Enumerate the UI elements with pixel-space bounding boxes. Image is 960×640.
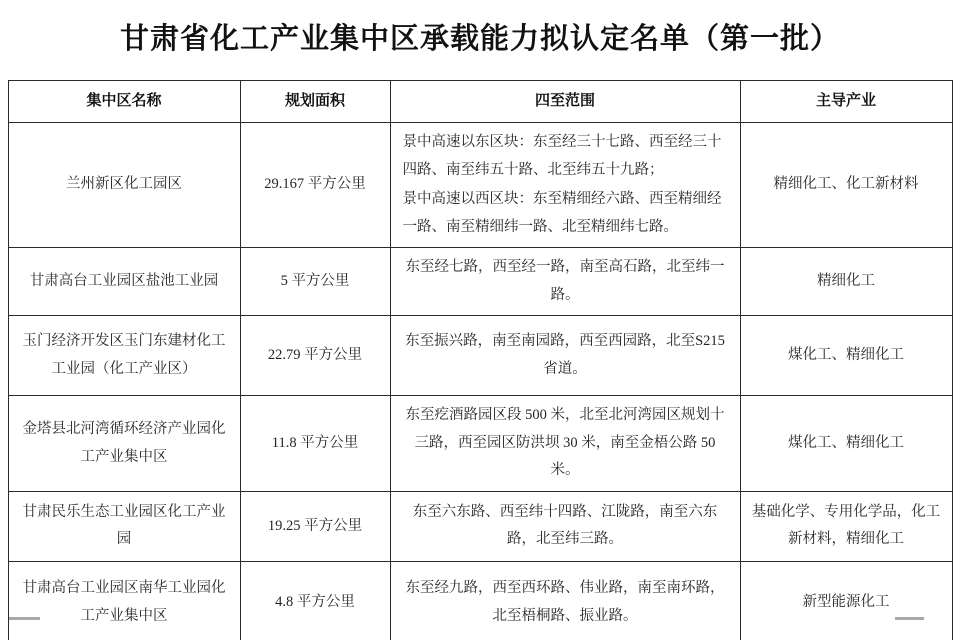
leading-industry-cell: 煤化工、精细化工: [740, 396, 952, 492]
page-edge-artifact-left: [9, 617, 40, 620]
boundary-paragraph: 东至经九路，西至西环路、伟业路，南至南环路，北至梧桐路、振业路。: [405, 580, 725, 624]
table-header-row: [8, 81, 952, 123]
boundary-paragraph: 东至六东路、西至纬十四路、江陇路，南至六东路，北至纬三路。: [412, 503, 718, 548]
table-row: [8, 396, 952, 492]
boundary-paragraph: 东至疙酒路园区段 500 米，北至北河湾园区规划十三路，西至园区防洪坝 30 米，南至金梧公路 50 米。: [405, 407, 725, 479]
table-row: [8, 316, 952, 396]
boundary-paragraph: 景中高速以西区块：东至精细经六路、西至精细经一路、南至精细纬一路、北至精细纬七路。: [402, 191, 722, 235]
leading-industry-cell: 新型能源化工: [740, 561, 952, 640]
zone-name-cell: 金塔县北河湾循环经济产业园化工产业集中区: [8, 396, 240, 492]
boundary-range-cell: [390, 123, 740, 248]
page-title: 甘肃省化工产业集中区承载能力拟认定名单（第一批）: [119, 23, 840, 55]
table-row: [8, 491, 952, 561]
industrial-zones-table: [8, 80, 953, 640]
page-edge-artifact-right: [895, 617, 924, 620]
zone-name-cell: 玉门经济开发区玉门东建材化工工业园（化工产业区）: [8, 316, 240, 396]
leading-industry-cell: 精细化工、化工新材料: [740, 123, 952, 248]
table-row: [8, 123, 952, 248]
zone-name-cell: 甘肃民乐生态工业园区化工产业园: [8, 491, 240, 561]
boundary-range-cell: [390, 316, 740, 396]
table-row: [8, 248, 952, 316]
zone-name-cell: 甘肃高台工业园区南华工业园化工产业集中区: [8, 561, 240, 640]
planned-area-cell: 11.8 平方公里: [240, 396, 390, 492]
col-header-leading-industry: 主导产业: [740, 81, 952, 123]
boundary-range-cell: [390, 248, 740, 316]
boundary-range-cell: [390, 561, 740, 640]
col-header-planned-area: 规划面积: [240, 81, 390, 123]
leading-industry-cell: 基础化学、专用化学品，化工新材料，精细化工: [740, 491, 952, 561]
col-header-zone-name: 集中区名称: [8, 81, 240, 123]
zone-name-cell: 甘肃高台工业园区盐池工业园: [8, 248, 240, 316]
zone-name-cell: 兰州新区化工园区: [8, 123, 240, 248]
boundary-paragraph: 景中高速以东区块：东至经三十七路、西至经三十四路、南至纬五十路、北至纬五十九路；: [402, 134, 722, 178]
planned-area-cell: 22.79 平方公里: [240, 316, 390, 396]
planned-area-cell: 19.25 平方公里: [240, 491, 390, 561]
table-row: [8, 561, 952, 640]
boundary-range-cell: [390, 396, 740, 492]
planned-area-cell: 5 平方公里: [240, 248, 390, 316]
boundary-range-cell: [390, 491, 740, 561]
planned-area-cell: 4.8 平方公里: [240, 561, 390, 640]
planned-area-cell: 29.167 平方公里: [240, 123, 390, 248]
leading-industry-cell: 精细化工: [740, 248, 952, 316]
table-body: [8, 123, 952, 640]
leading-industry-cell: 煤化工、精细化工: [740, 316, 952, 396]
boundary-paragraph: 东至经七路，西至经一路，南至高石路，北至纬一路。: [405, 259, 725, 303]
boundary-paragraph: 东至振兴路，南至南园路，西至西园路，北至S215 省道。: [405, 333, 725, 377]
col-header-boundary-range: 四至范围: [390, 81, 740, 123]
